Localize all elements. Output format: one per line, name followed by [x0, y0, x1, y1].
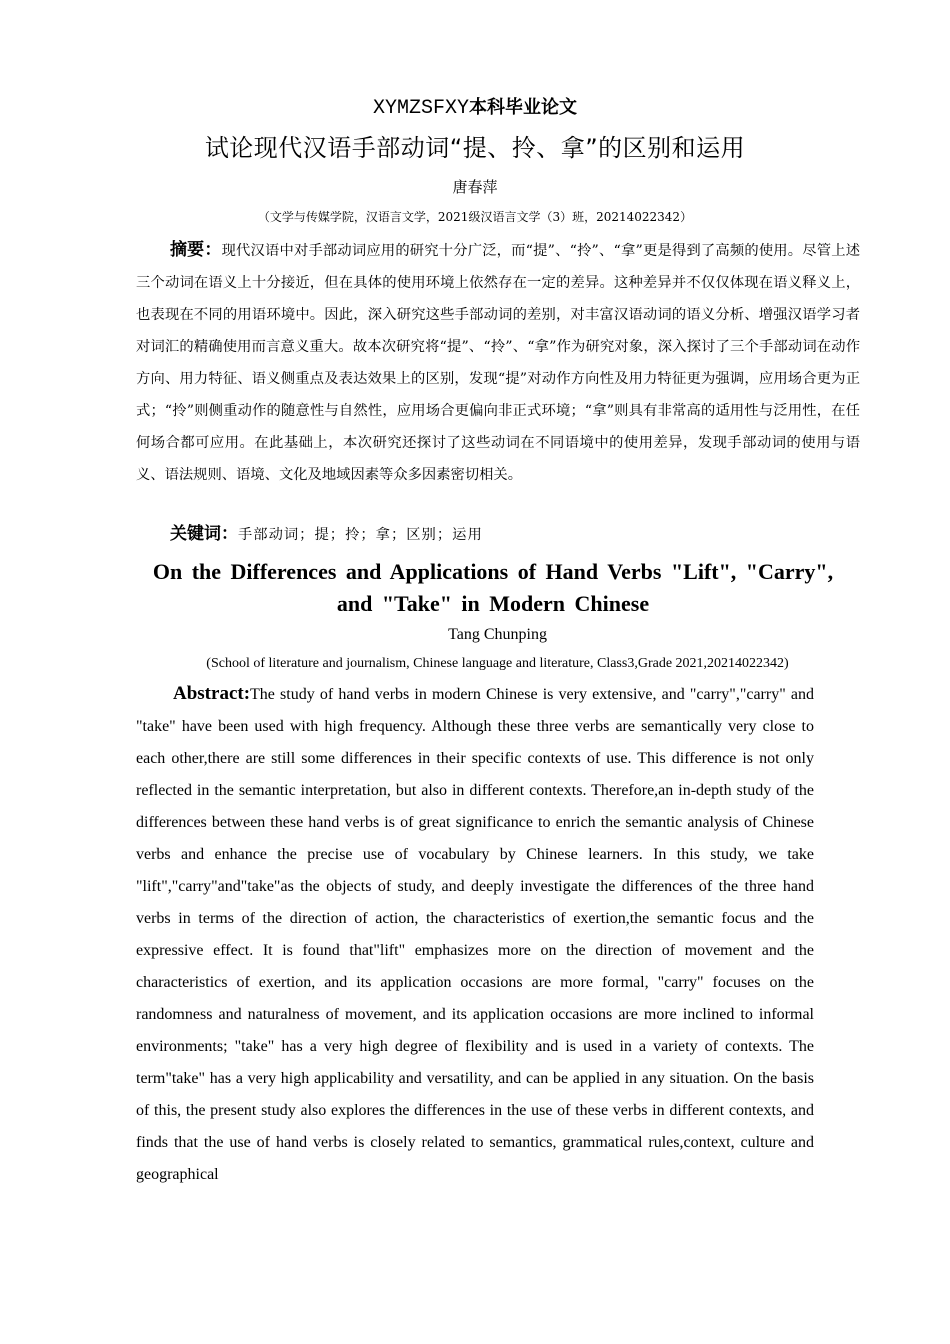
- english-abstract-text: The study of hand verbs in modern Chinese is very extensive, and "carry","carry" and "take" have been used with high frequency. Although these three verbs are semantically very close to each other,there are still some differences in their specific contexts of use. This difference is not only reflected in the semantic interpretation, but also in different contexts. Therefore,an in-depth study of the differences between these hand verbs is of great significance to enrich the semantic analysis of Chinese verbs and enhance the precise use of vocabulary by Chinese learners. In this study, we take "lift","carry"and"take"as the objects of study, and deeply investigate the differences of the three hand verbs in terms of the direction of action, the characteristics of exertion,the semantic focus and the expressive effect. It is found that"lift" emphasizes more on the direction of movement and the characteristics of exertion, and its application occasions are more formal, "carry" focuses on the randomness and naturalness of movement, and its application occasions are more inclined to informal environments; "take" has a very high degree of flexibility and is used in a variety of contexts. The term"take" has a very high applicability and versatility, and can be applied in any situation. On the basis of this, the present study also explores the differences in the use of these verbs in different contexts, and finds that the use of hand verbs is closely related to semantics, grammatical rules,context, culture and geographical: [136, 686, 814, 1183]
- english-affiliation: (School of literature and journalism, Chinese language and literature, Class3,Grade 2021,20214022342): [206, 656, 789, 671]
- chinese-keywords: [170, 518, 860, 551]
- english-abstract: [136, 678, 814, 1191]
- chinese-keywords-label: 关键词：: [170, 524, 238, 544]
- chinese-keywords-text: 手部动词；提；拎；拿；区别；运用: [238, 527, 483, 543]
- chinese-abstract-label: 摘要：: [170, 240, 222, 260]
- chinese-author: 唐春萍: [452, 178, 498, 196]
- english-title: On the Differences and Applications of Hand Verbs "Lift", "Carry", and "Take" in Modern Chinese: [152, 559, 834, 616]
- thesis-header: [0, 93, 950, 120]
- chinese-abstract: [136, 234, 860, 491]
- school-code: XYMZSFXY: [372, 97, 469, 120]
- chinese-abstract-text: 现代汉语中对手部动词应用的研究十分广泛，而“提”、“拎”、“拿”更是得到了高频的使用。尽管上述三个动词在语义上十分接近，但在具体的使用环境上依然存在一定的差异。这种差异并不仅仅体现在语义释义上，也表现在不同的用语环境中。因此，深入研究这些手部动词的差别，对丰富汉语动词的语义分析、增强汉语学习者对词汇的精确使用而言意义重大。故本次研究将“提”、“拎”、“拿”作为研究对象，深入探讨了三个手部动词在动作方向、用力特征、语义侧重点及表达效果上的区别，发现“提”对动作方向性及用力特征更为强调，应用场合更为正式；“拎”则侧重动作的随意性与自然性，应用场合更偏向非正式环境；“拿”则具有非常高的适用性与泛用性，在任何场合都可应用。在此基础上，本次研究还探讨了这些动词在不同语境中的使用差异，发现手部动词的使用与语义、语法规则、语境、文化及地域因素等众多因素密切相关。: [136, 243, 861, 483]
- english-abstract-label: Abstract:: [173, 683, 251, 704]
- english-author: Tang Chunping: [448, 626, 547, 643]
- chinese-title: 试论现代汉语手部动词“提、拎、拿”的区别和运用: [204, 134, 746, 162]
- chinese-affiliation: （文学与传媒学院，汉语言文学，2021级汉语言文学（3）班，20214022342）: [257, 210, 693, 224]
- thesis-type-label: 本科毕业论文: [469, 97, 577, 118]
